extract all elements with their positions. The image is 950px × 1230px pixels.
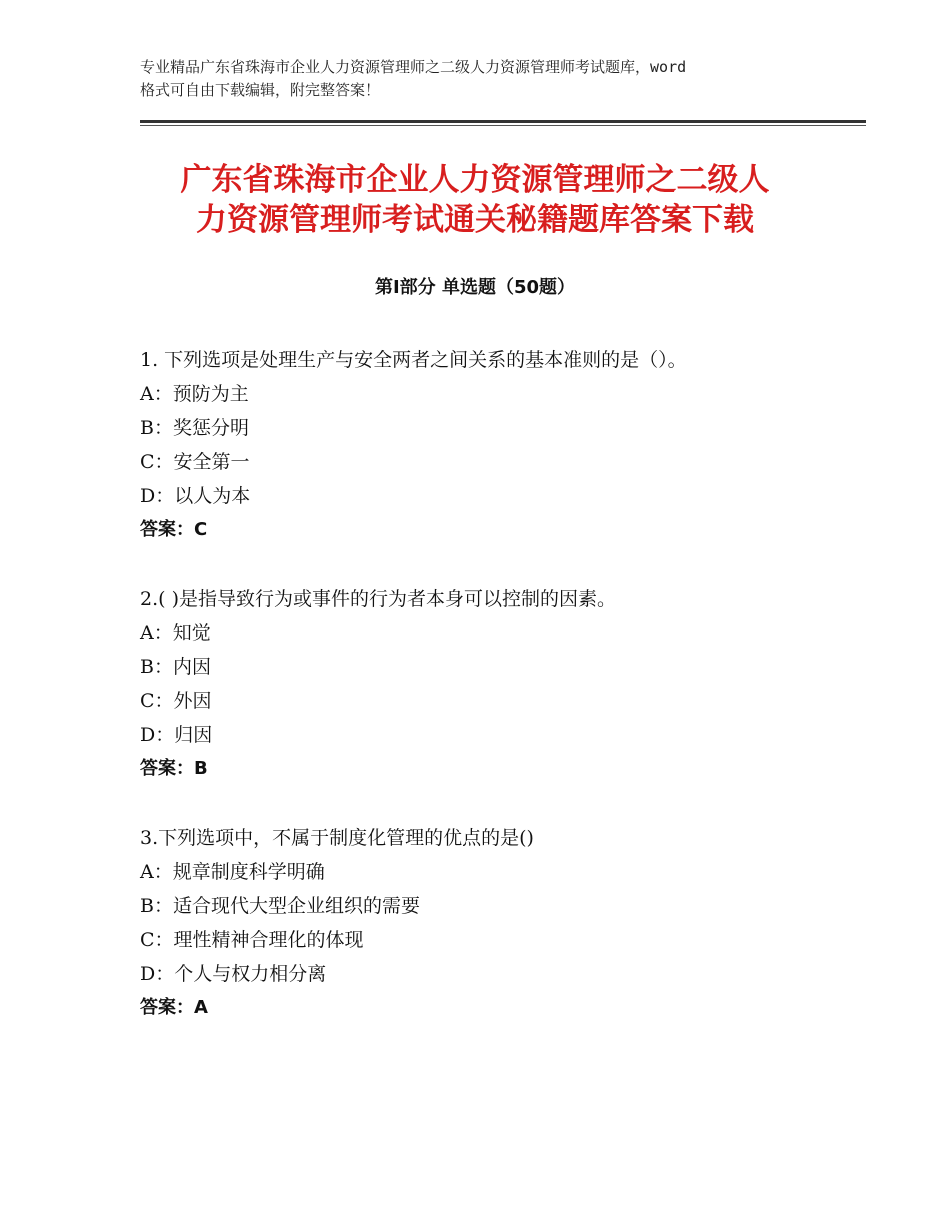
header-note-line-1: 专业精品广东省珠海市企业人力资源管理师之二级人力资源管理师考试题库，word [140,58,687,76]
answer: 答案：A [140,997,208,1018]
option-d: D：归因 [140,724,213,746]
option-c: C：理性精神合理化的体现 [140,929,364,951]
answer: 答案：C [140,519,208,540]
option-a: A：知觉 [140,622,211,644]
option-d: D：以人为本 [140,485,251,507]
document-title [140,160,810,240]
question-1 [140,345,840,549]
option-a: A：规章制度科学明确 [140,861,325,883]
question-stem: 2.( )是指导致行为或事件的行为者本身可以控制的因素。 [140,588,616,610]
question-stem: 3.下列选项中，不属于制度化管理的优点的是() [140,827,534,849]
option-c: C：外因 [140,690,212,712]
option-c: C：安全第一 [140,451,250,473]
answer: 答案：B [140,758,208,779]
document-title-line-1: 广东省珠海市企业人力资源管理师之二级人 [180,162,770,198]
option-b: B：适合现代大型企业组织的需要 [140,895,420,917]
option-b: B：内因 [140,656,211,678]
header-note-line-2: 格式可自由下载编辑，附完整答案！ [140,81,381,99]
header-divider-thin [140,125,866,126]
question-stem: 1. 下列选项是处理生产与安全两者之间关系的基本准则的是（）。 [140,349,687,371]
document-title-line-2: 力资源管理师考试通关秘籍题库答案下载 [196,202,754,238]
section-heading: 第Ⅰ部分 单选题（50题） [374,277,575,298]
option-d: D：个人与权力相分离 [140,963,327,985]
question-2 [140,584,840,788]
header-note [140,56,840,102]
option-b: B：奖惩分明 [140,417,249,439]
option-a: A：预防为主 [140,383,249,405]
header-divider-thick [140,120,866,123]
question-3 [140,823,840,1027]
